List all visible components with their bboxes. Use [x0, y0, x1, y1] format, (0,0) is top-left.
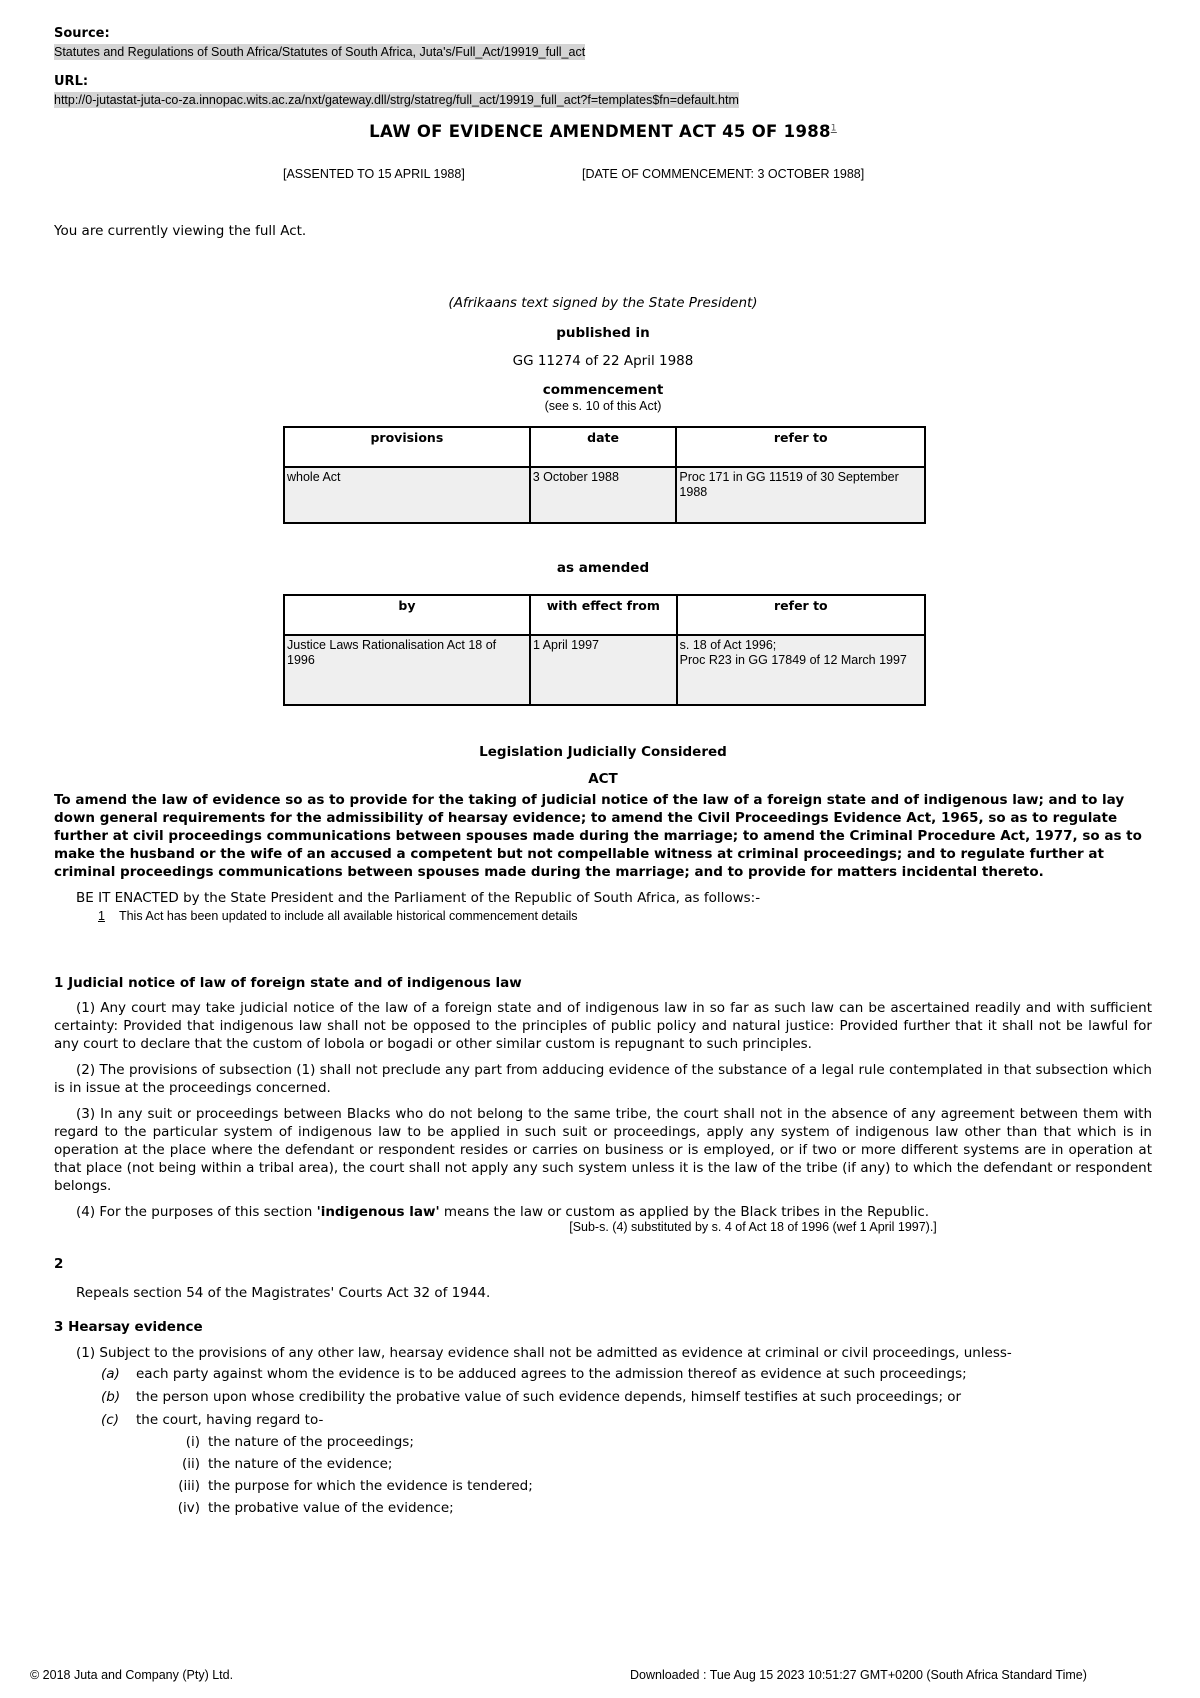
- commencement-table: [283, 426, 926, 524]
- table-header: provisions: [284, 427, 530, 467]
- table-cell: 1 April 1997: [530, 635, 677, 705]
- afrikaans-note: (Afrikaans text signed by the State President): [448, 295, 758, 311]
- item-text: each party against whom the evidence is to be adduced agrees to the admission thereof as evidence at such proceedings;: [136, 1366, 967, 1382]
- download-timestamp: Downloaded : Tue Aug 15 2023 10:51:27 GMT+0200 (South Africa Standard Time): [630, 1668, 1087, 1682]
- commencement-date: [DATE OF COMMENCEMENT: 3 OCTOBER 1988]: [582, 167, 865, 181]
- table-cell: Justice Laws Rationalisation Act 18 of 1996: [284, 635, 530, 705]
- source-path[interactable]: Statutes and Regulations of South Africa/Statutes of South Africa, Juta's/Full_Act/19919_full_act: [54, 45, 586, 59]
- enacting-clause: BE IT ENACTED by the State President and the Parliament of the Republic of South Africa, as follows:-: [76, 890, 761, 906]
- sub-mark: (iii): [178, 1478, 200, 1494]
- refer-line: Proc R23 in GG 17849 of 12 March 1997: [679, 653, 907, 667]
- table-header-row: [284, 427, 925, 467]
- footnote: [54, 909, 1152, 923]
- section-1-para-1: (1) Any court may take judicial notice of the law of a foreign state and of indigenous law in so far as such law can be ascertained readily and with sufficient certainty: Provided that indigenous law shall not be opposed to the principles of public policy and natural justice: Provided further that it shall not be lawful for any court to declare that the custom of lobola or bogadi or other similar custom is repugnant to such principles.: [54, 1000, 1152, 1052]
- sub-mark: (i): [185, 1434, 200, 1450]
- section-2-number: 2: [54, 1256, 64, 1272]
- table-header: refer to: [676, 427, 925, 467]
- source-block: [54, 26, 1152, 108]
- act-title: [54, 122, 1152, 141]
- commencement-see: (see s. 10 of this Act): [544, 399, 662, 413]
- item-text: the person upon whose credibility the probative value of such evidence depends, himself testifies at such proceedings; or: [136, 1389, 962, 1405]
- table-cell: [677, 635, 925, 705]
- table-header: with effect from: [530, 595, 677, 635]
- list-item: [54, 1365, 1152, 1384]
- item-mark: (c): [101, 1412, 119, 1428]
- section-1-para-2: (2) The provisions of subsection (1) shall not preclude any part from adducing evidence of the substance of a legal rule contemplated in that subsection which is in issue at the proceedings concerned.: [54, 1062, 1152, 1096]
- table-header-row: [284, 595, 925, 635]
- as-amended-heading: as amended: [556, 560, 650, 576]
- table-cell: whole Act: [284, 467, 530, 523]
- amendment-note: [Sub-s. (4) substituted by s. 4 of Act 18 of 1996 (wef 1 April 1997).]: [569, 1220, 937, 1234]
- table-cell: Proc 171 in GG 11519 of 30 September 1988: [676, 467, 925, 523]
- section-3-para-1: (1) Subject to the provisions of any other law, hearsay evidence shall not be admitted as evidence at criminal or civil proceedings, unless-: [76, 1345, 1012, 1361]
- refer-line: s. 18 of Act 1996;: [679, 638, 777, 652]
- section-1-heading: 1 Judicial notice of law of foreign state and of indigenous law: [54, 975, 522, 991]
- page-footer: [30, 1668, 1180, 1682]
- published-in-heading: published in: [556, 325, 650, 341]
- item-mark: (a): [101, 1366, 120, 1382]
- sub-text: the purpose for which the evidence is tendered;: [208, 1478, 533, 1494]
- list-item: [54, 1388, 1152, 1407]
- assented-date: [ASSENTED TO 15 APRIL 1988]: [283, 167, 465, 181]
- sub-text: the nature of the evidence;: [208, 1456, 393, 1472]
- list-item: [54, 1411, 1152, 1430]
- table-header: refer to: [677, 595, 925, 635]
- table-header: date: [530, 427, 677, 467]
- sub-mark: (iv): [177, 1500, 200, 1516]
- footnote-number[interactable]: 1: [98, 909, 105, 923]
- act-heading: ACT: [588, 771, 618, 787]
- defined-term: 'indigenous law': [316, 1204, 440, 1220]
- url-label: URL:: [54, 74, 89, 89]
- gazette-reference: GG 11274 of 22 April 1988: [512, 353, 694, 369]
- source-url[interactable]: http://0-jutastat-juta-co-za.innopac.wits.ac.za/nxt/gateway.dll/strg/statreg/full_act/19919_full_act?f=templates$fn=default.htm: [54, 93, 739, 107]
- table-row: [284, 467, 925, 523]
- item-mark: (b): [101, 1389, 121, 1405]
- sub-text: the nature of the proceedings;: [208, 1434, 414, 1450]
- legislation-judicially-considered-link[interactable]: Legislation Judicially Considered: [479, 744, 727, 760]
- table-cell: 3 October 1988: [530, 467, 677, 523]
- sub-item: [54, 1433, 1152, 1452]
- commencement-heading: commencement: [542, 382, 664, 398]
- section-2-text: Repeals section 54 of the Magistrates' Courts Act 32 of 1944.: [76, 1285, 491, 1301]
- section-1-para-4: [54, 1203, 1152, 1221]
- sub-mark: (ii): [181, 1456, 200, 1472]
- sub-text: the probative value of the evidence;: [208, 1500, 454, 1516]
- item-text: the court, having regard to-: [136, 1412, 324, 1428]
- act-dates: [54, 167, 1152, 187]
- footnote-text: This Act has been updated to include all available historical commencement details: [118, 909, 578, 923]
- act-title-text: LAW OF EVIDENCE AMENDMENT ACT 45 OF 1988: [369, 122, 831, 141]
- para-4-pre: (4) For the purposes of this section: [76, 1204, 317, 1220]
- section-1-para-3: (3) In any suit or proceedings between Blacks who do not belong to the same tribe, the court shall not in the absence of any agreement between them with regard to the particular system of indigenous law to be applied in such suit or proceedings, apply any system of indigenous law other than that which is in operation at the place where the defendant or respondent resides or carries on business or is employed, or if two or more different systems are in operation at that place (not being within a tribal area), the court shall not apply any such system unless it is the law of the tribe (if any) to which the defendant or respondent belongs.: [54, 1106, 1152, 1194]
- table-header: by: [284, 595, 530, 635]
- viewing-notice: You are currently viewing the full Act.: [54, 223, 307, 239]
- table-row: [284, 635, 925, 705]
- sub-item: [54, 1499, 1152, 1518]
- source-label: Source:: [54, 26, 110, 41]
- copyright: © 2018 Juta and Company (Pty) Ltd.: [30, 1668, 234, 1682]
- long-title: To amend the law of evidence so as to provide for the taking of judicial notice of the law of a foreign state and of indigenous law; and to lay down general requirements for the admissibility of hearsay evidence; to amend the Civil Proceedings Evidence Act, 1965, so as to regulate further at civil proceedings communications between spouses made during the marriage; to amend the Criminal Procedure Act, 1977, so as to make the husband or the wife of an accused a competent but not compellable witness at criminal proceedings; and to regulate further at criminal proceedings communications between spouses made during the marriage; and to provide for matters incidental thereto.: [54, 792, 1142, 880]
- amendments-table: [283, 594, 926, 706]
- sub-item: [54, 1477, 1152, 1496]
- section-3-heading: 3 Hearsay evidence: [54, 1319, 203, 1335]
- title-footnote-link[interactable]: 1: [830, 123, 837, 134]
- sub-item: [54, 1455, 1152, 1474]
- document-page: [54, 26, 1152, 1518]
- para-4-post: means the law or custom as applied by the Black tribes in the Republic.: [439, 1204, 930, 1220]
